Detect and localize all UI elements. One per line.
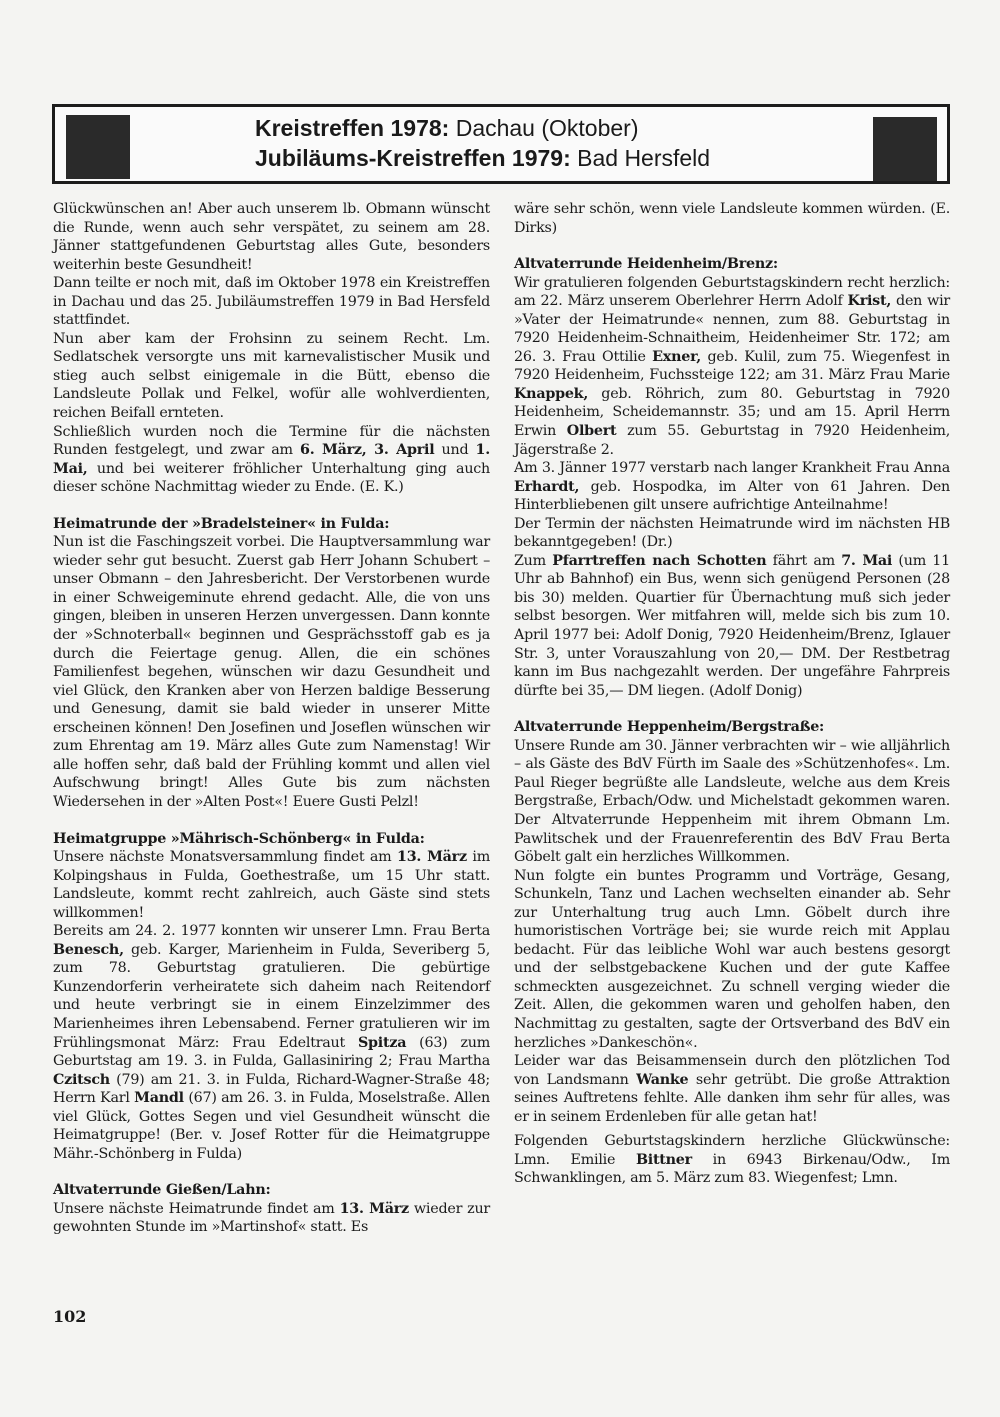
bold-run: 13. März	[397, 849, 467, 866]
paragraph: wäre sehr schön, wenn viele Landsleute kommen würden. (E. Dirks)	[514, 201, 950, 236]
page-number: 102	[53, 1307, 87, 1326]
text-run: zum 55. Geburtstag in 7920 Heidenheim, Jägerstraße 2.	[514, 423, 950, 458]
text-run: Bereits am 24. 2. 1977 konnten wir unserer Lmn. Frau Berta	[53, 923, 490, 940]
bold-run: Erhardt,	[514, 478, 580, 495]
text-run: (63) zum Geburtstag am 19. 3. in Fulda, Gallasiniring 2; Frau Martha	[53, 1034, 491, 1070]
paragraph	[514, 459, 950, 515]
event-banner	[52, 104, 950, 184]
banner-text	[255, 113, 710, 173]
text-run: Unsere nächste Monatsversammlung findet am	[53, 849, 398, 866]
text-run: und bei weiterer fröhlicher Unterhaltung ging auch dieser schöne Nachmittag wieder zu Ende. (E. K.)	[53, 460, 490, 496]
bold-run: 13. März	[339, 1200, 409, 1217]
bold-run: Bittner	[635, 1151, 692, 1168]
section-heading: Heimatgruppe »Mährisch-Schönberg« in Fulda:	[53, 830, 425, 847]
text-run: (67) am 26. 3. in Fulda, Moselstraße. Allen viel Glück, Gottes Segen und viel Gesundheit wünscht die Heimatgruppe! (Ber. v. Josef Rotter für die Heimatgruppe Mähr.-Schönberg in Fulda)	[53, 1090, 490, 1162]
bold-run: Pfarrtreffen nach Schotten	[552, 552, 767, 569]
bold-run: Wanke	[636, 1071, 689, 1088]
decorative-square-right	[873, 117, 937, 181]
text-run: geb. Röhrich, zum 80. Geburtstag in 7920 Heidenheim, Scheidemannstr. 35; und am 15. April Herrn Erwin	[514, 385, 950, 440]
bold-run: Spitza	[357, 1034, 407, 1051]
section-heading: Altvaterrunde Heppenheim/Bergstraße:	[514, 719, 825, 736]
paragraph	[514, 1132, 950, 1188]
left-column	[53, 200, 490, 1237]
bold-run: 1. Mai,	[53, 442, 490, 477]
bold-run: Mandl	[134, 1090, 184, 1107]
text-run: im Kolpingshaus in Fulda, Goethestraße, um 15 Uhr statt. Landsleute, kommt recht zahlreich, auch Gäste sind stets willkommen!	[53, 849, 490, 921]
text-run: Am 3. Jänner 1977 verstarb nach langer Krankheit Frau Anna	[514, 460, 950, 477]
text-run: (79) am 21. 3. in Fulda, Richard-Wagner-Straße 48; Herrn Karl	[53, 1071, 490, 1107]
text-run: wieder zur gewohnten Stunde im »Martinshof« statt. Es	[53, 1200, 490, 1236]
bold-run: Czitsch	[53, 1071, 110, 1088]
section-heading: Altvaterrunde Gießen/Lahn:	[53, 1182, 271, 1199]
paragraph	[53, 423, 490, 497]
right-column	[514, 200, 950, 1188]
text-run: Zum	[514, 552, 553, 569]
bold-run: 7. Mai	[841, 552, 893, 569]
text-run: geb. Karger, Marienheim in Fulda, Severiberg 5, zum 78. Geburtstag gratulieren. Die gebürtige Kunzendorferin verheiratete sich daheim nach Reitendorf und heute verbringt sie in einem Einzelzimmer des Marienheimes ihren Lebensabend. Ferner gratulieren wir im Frühlingsmonat März: Frau Edeltraut	[53, 941, 490, 1051]
bold-run: Knappek,	[514, 385, 589, 402]
decorative-square-left	[66, 115, 130, 179]
paragraph	[53, 922, 490, 1163]
text-run: geb. Kulil, zum 75. Wiegenfest in 7920 Heidenheim, Fuchssteige 122; am 31. März Frau Marie	[514, 348, 950, 384]
paragraph: Nun ist die Faschingszeit vorbei. Die Hauptversammlung war wieder sehr gut besucht. Zuerst gab Herr Johann Schubert – unser Obmann – den Jahresbericht. Der Verstorbenen wurde in einer Schweigeminute ehrend gedacht. Alle, die von uns gingen, bleiben in unseren Herzen unvergessen. Dann konnte der »Schnoterball« beginnen und Gesprächsstoff gab es ja durch die Feiertage genug. Allen, die ein schönes Familienfest begehen, wünschen wir dazu Gesundheit und viel Glück, den Kranken aber von Herzen baldige Besserung und Genesung, damit sie bald wieder in unserer Mitte erscheinen können! Den Josefinen und Joseflen wünschen wir zum Ehrentag am 19. März alles Gute zum Namenstag! Wir alle hoffen sehr, daß bald der Frühling kommt und allen viel Aufschwung bringt! Alles Gute bis zum nächsten Wiedersehen in der »Alten Post«! Euere Gusti Pelzl!	[53, 534, 490, 810]
banner-line-1	[255, 113, 710, 143]
text-run: Schließlich wurden noch die Termine für die nächsten Runden festgelegt, und zwar am	[53, 423, 490, 459]
section-heading: Altvaterrunde Heidenheim/Brenz:	[514, 256, 778, 273]
text-run: und	[434, 442, 476, 459]
paragraph	[514, 274, 950, 459]
banner-line-1-value: Dachau (Oktober)	[449, 115, 639, 141]
paragraph	[53, 1200, 490, 1237]
paragraph	[53, 848, 490, 922]
paragraph	[514, 552, 950, 700]
bold-run: Benesch,	[53, 941, 124, 958]
text-run: geb. Hospodka, im Alter von 61 Jahren. Den Hinterbliebenen gilt unsere aufrichtige Anteilnahme!	[514, 478, 950, 514]
bold-run: 6. März, 3. April	[300, 442, 435, 459]
text-run: Unsere nächste Heimatrunde findet am	[53, 1200, 340, 1217]
text-run: Wir gratulieren folgenden Geburtstagskindern recht herzlich: am 22. März unserem Oberlehrer Herrn Adolf	[514, 274, 950, 310]
text-run: sehr getrübt. Die große Attraktion seines Auftretens fehlte. Alle danken ihm sehr für alles, was er in seinem Erdenleben für alle getan hat!	[514, 1071, 950, 1125]
bold-run: Krist,	[847, 293, 892, 310]
paragraph: Unsere Runde am 30. Jänner verbrachten wir – wie alljährlich – als Gäste des BdV Fürth im Saale des »Schützenhofes«. Lm. Paul Rieger begrüßte alle Landsleute, welche aus dem Kreis Bergstraße, Erbach/Odw. und Michelstadt gekommen waren. Der Altvaterrunde Heppenheim mit ihrem Obmann Lm. Pawlitschek und der Frauenreferentin des BdV Frau Berta Göbelt galt ein herzliches Willkommen.	[514, 737, 950, 866]
section-heading: Heimatrunde der »Bradelsteiner« in Fulda:	[53, 515, 390, 532]
paragraph: Glückwünschen an! Aber auch unserem lb. Obmann wünscht die Runde, wenn auch sehr verspätet, zu seinem am 28. Jänner stattgefundenen Geburtstag alles Gute, besonders weiterhin beste Gesundheit!	[53, 201, 490, 273]
paragraph	[514, 1052, 950, 1126]
paragraph: Nun folgte ein buntes Programm und Vorträge, Gesang, Schunkeln, Tanz und Lachen wechselten einander ab. Sehr zur Unterhaltung trug auch Lmn. Göbelt durch ihre humoristischen Vorträge bei; sie wurde reich mit Applau bedacht. Für das leibliche Wohl war auch bestens gesorgt und der selbstgebackene Kuchen und der gute Kaffee schmeckten ausgezeichnet. Zu schnell verging wieder die Zeit. Allen, die gekommen waren und geholfen haben, den Nachmittag zu gestalten, sagte der Ortsverband des BdV ein herzliches »Dankeschön«.	[514, 867, 950, 1051]
banner-line-2-label: Jubiläums-Kreistreffen 1979:	[255, 145, 571, 171]
text-run: in 6943 Birkenau/Odw., Im Schwanklingen, am 5. März zum 83. Wiegenfest; Lmn.	[514, 1151, 950, 1187]
text-run: Leider war das Beisammensein durch den plötzlichen Tod von Landsmann	[514, 1053, 950, 1088]
paragraph: Nun aber kam der Frohsinn zu seinem Recht. Lm. Sedlatschek versorgte uns mit karnevalistischer Musik und stieg auch selbst einigemale in die Bütt, ebenso die Landsleute Pollak und Felkel, wofür alle wohlverdienten, reichen Beifall ernteten.	[53, 330, 490, 422]
text-run: den wir »Vater der Heimatrunde« nennen, zum 88. Geburtstag in 7920 Heidenheim-Schnaitheim, Heidenheimer Str. 172; am 26. 3. Frau Ottilie	[514, 293, 950, 365]
banner-line-2-value: Bad Hersfeld	[570, 145, 711, 171]
banner-line-2	[255, 143, 710, 173]
text-run: (um 11 Uhr ab Bahnhof) ein Bus, wenn sich genügend Personen (28 bis 30) melden. Quartier für Übernachtung muß sich jeder selbst besorgen. Wer mitfahren will, melde sich bis zum 10. April 1977 bei: Adolf Donig, 7920 Heidenheim/Brenz, Iglauer Str. 3, unter Vorauszahlung von 20,— DM. Der Restbetrag kann im Bus nachgezahlt werden. Der ungefähre Fahrpreis dürfte bei 35,— DM liegen. (Adolf Donig)	[514, 552, 950, 699]
bold-run: Exner,	[652, 348, 702, 365]
paragraph: Der Termin der nächsten Heimatrunde wird im nächsten HB bekanntgegeben! (Dr.)	[514, 515, 950, 551]
banner-line-1-label: Kreistreffen 1978:	[255, 115, 450, 141]
bold-run: Olbert	[566, 423, 617, 440]
paragraph: Dann teilte er noch mit, daß im Oktober 1978 ein Kreistreffen in Dachau und das 25. Jubiläumstreffen 1979 in Bad Hersfeld stattfindet.	[53, 275, 490, 329]
text-run: fährt am	[766, 552, 842, 569]
text-run: Folgenden Geburtstagskindern herzliche Glückwünsche: Lmn. Emilie	[514, 1133, 950, 1168]
